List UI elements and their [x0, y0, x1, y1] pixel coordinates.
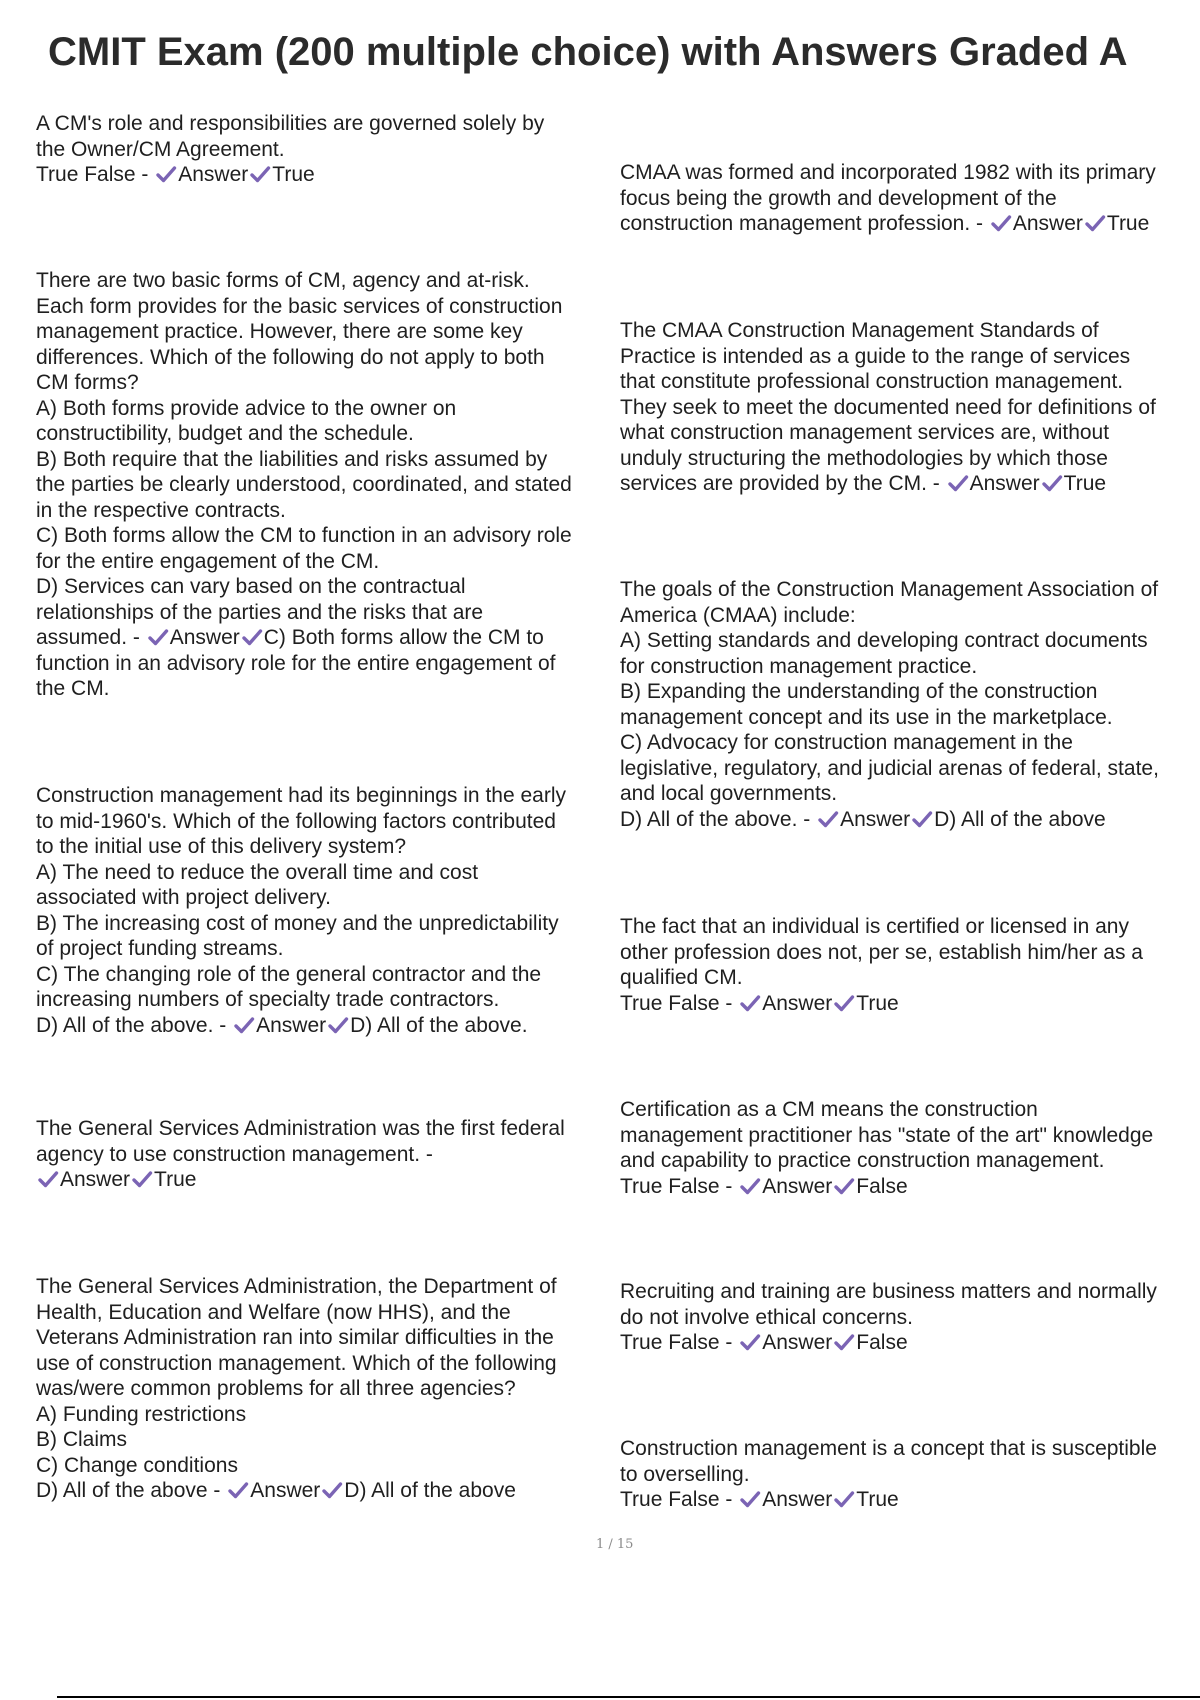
answer-value: D) All of the above: [344, 1479, 516, 1502]
answer-label: Answer: [762, 991, 833, 1015]
question-text-line: to mid-1960's. Which of the following factors contributed: [36, 809, 556, 833]
answer-label: Answer: [256, 1013, 327, 1037]
question-text-line: Construction management is a concept that is susceptible: [620, 1437, 1157, 1460]
answer-value: True: [154, 1168, 197, 1191]
qa-card: [36, 1274, 557, 1504]
check-icon: [817, 809, 839, 829]
question-text-line: B) The increasing cost of money and the unpredictability: [36, 911, 559, 935]
answer-label: Answer: [969, 472, 1040, 495]
answer-prefix: True False -: [620, 991, 739, 1015]
page-title: CMIT Exam (200 multiple choice) with Answers Graded A: [48, 30, 1128, 74]
qa-card: [36, 783, 566, 1038]
question-text-line: Health, Education and Welfare (now HHS), and the: [36, 1300, 511, 1324]
answer-line: [620, 1174, 1153, 1200]
question-text-line: to overselling.: [620, 1462, 750, 1486]
question-text-line: associated with project delivery.: [36, 886, 331, 909]
question-text-line: A) Funding restrictions: [36, 1402, 247, 1426]
question-text-line: and capability to practice construction management.: [620, 1149, 1105, 1172]
question-text-line: There are two basic forms of CM, agency and at-risk.: [36, 269, 530, 292]
question-text-line: America (CMAA) include:: [620, 603, 856, 627]
question-text-line: Practice is intended as a guide to the range of services: [620, 344, 1131, 368]
question-text-line: what construction management services are, without: [620, 421, 1110, 444]
answer-label: Answer: [60, 1168, 131, 1191]
qa-card: [620, 160, 1156, 237]
answer-label: Answer: [762, 1331, 833, 1354]
answer-prefix: True False -: [620, 1174, 739, 1198]
question-text-line: Veterans Administration ran into similar difficulties in the: [36, 1326, 554, 1349]
answer-prefix: True False -: [36, 163, 155, 186]
check-icon: [947, 473, 969, 493]
answer-line: [36, 1013, 566, 1039]
question-text-line: B) Both require that the liabilities and risks assumed by: [36, 447, 548, 471]
question-text-line: A) Setting standards and developing contract documents: [620, 629, 1148, 652]
check-icon: [131, 1169, 153, 1189]
check-icon: [739, 1489, 761, 1509]
question-text-line: in the respective contracts.: [36, 498, 286, 522]
question-text-line: legislative, regulatory, and judicial arenas of federal, state,: [620, 756, 1159, 780]
answer-line: [36, 1167, 565, 1193]
question-text-line: relationships of the parties and the risks that are: [36, 600, 484, 624]
answer-prefix: D) All of the above. -: [620, 807, 817, 831]
question-text-line: other profession does not, per se, establish him/her as a: [620, 940, 1143, 964]
check-icon: [1041, 473, 1063, 493]
answer-value: D) All of the above.: [350, 1013, 528, 1037]
check-icon: [739, 993, 761, 1013]
check-icon: [833, 1332, 855, 1352]
question-text-line: B) Expanding the understanding of the construction: [620, 680, 1098, 703]
qa-card: [620, 1097, 1153, 1199]
answer-value: False: [856, 1331, 908, 1354]
question-text-line: constructibility, budget and the schedule.: [36, 422, 414, 445]
question-text-line: B) Claims: [36, 1428, 128, 1451]
answer-prefix: True False -: [620, 1331, 739, 1354]
answer-line: [620, 471, 1156, 497]
answer-prefix: assumed. -: [36, 626, 146, 649]
qa-card: [620, 318, 1156, 497]
answer-label: Answer: [1012, 212, 1083, 235]
answer-label: Answer: [250, 1479, 321, 1502]
qa-card: [620, 577, 1159, 832]
page-number: 1 / 15: [596, 1537, 634, 1552]
answer-label: Answer: [178, 163, 249, 186]
question-text-line: The General Services Administration, the Department of: [36, 1275, 557, 1298]
answer-label: Answer: [762, 1488, 833, 1511]
qa-card: [36, 1116, 565, 1193]
question-text-line: Construction management had its beginnings in the early: [36, 784, 566, 807]
check-icon: [911, 809, 933, 829]
answer-prefix: construction management profession. -: [620, 212, 989, 235]
question-text-line: do not involve ethical concerns.: [620, 1305, 914, 1329]
check-icon: [241, 627, 263, 647]
answer-value: True: [1063, 472, 1107, 495]
footer-rule: [57, 1696, 1200, 1698]
check-icon: [155, 164, 177, 184]
answer-line: [620, 807, 1159, 833]
answer-value: D) All of the above: [934, 807, 1106, 831]
answer-line: [36, 162, 544, 188]
question-text-line: The goals of the Construction Management Association of: [620, 578, 1159, 601]
question-text-line: Each form provides for the basic services of construction: [36, 294, 563, 318]
answer-prefix: services are provided by the CM. -: [620, 472, 946, 495]
check-icon: [249, 164, 271, 184]
question-text-line: management concept and its use in the marketplace.: [620, 705, 1113, 729]
check-icon: [321, 1480, 343, 1500]
question-text-line: increasing numbers of specialty trade contractors.: [36, 988, 500, 1011]
question-text-line: and local governments.: [620, 782, 838, 805]
question-text-line: qualified CM.: [620, 966, 743, 989]
question-text-line: A) Both forms provide advice to the owner on: [36, 396, 457, 420]
question-text-line: differences. Which of the following do not apply to both: [36, 345, 545, 369]
check-icon: [227, 1480, 249, 1500]
check-icon: [833, 1489, 855, 1509]
question-text-line: management practitioner has "state of the art" knowledge: [620, 1123, 1154, 1147]
question-text-line: management practice. However, there are some key: [36, 320, 523, 343]
answer-value: C) Both forms allow the CM to: [263, 626, 544, 649]
question-text-line: unduly structuring the methodologies by which those: [620, 446, 1108, 470]
qa-card: [620, 1436, 1157, 1513]
answer-line: [620, 1330, 1157, 1356]
answer-value: True: [856, 1488, 899, 1511]
question-text-line: use of construction management. Which of the following: [36, 1351, 557, 1375]
answer-value: True: [1106, 212, 1150, 235]
answer-line: [620, 211, 1156, 237]
check-icon: [990, 213, 1012, 233]
question-text-line: the parties be clearly understood, coordinated, and stated: [36, 473, 572, 496]
answer-line: [36, 625, 572, 651]
answer-continuation-line: the CM.: [36, 677, 110, 700]
qa-card: [620, 1279, 1157, 1356]
qa-card: [620, 914, 1143, 1016]
check-icon: [147, 627, 169, 647]
question-text-line: the Owner/CM Agreement.: [36, 137, 285, 161]
question-text-line: CM forms?: [36, 371, 139, 394]
answer-value: True: [856, 991, 899, 1015]
answer-value: False: [856, 1174, 908, 1198]
qa-card: [36, 111, 544, 188]
question-text-line: agency to use construction management. -: [36, 1142, 433, 1166]
check-icon: [1084, 213, 1106, 233]
question-text-line: of project funding streams.: [36, 937, 284, 960]
check-icon: [37, 1169, 59, 1189]
check-icon: [833, 993, 855, 1013]
answer-label: Answer: [762, 1174, 833, 1198]
answer-label: Answer: [840, 807, 911, 831]
answer-value: True: [272, 163, 315, 186]
answer-prefix: D) All of the above. -: [36, 1013, 233, 1037]
question-text-line: CMAA was formed and incorporated 1982 with its primary: [620, 161, 1156, 184]
question-text-line: for the entire engagement of the CM.: [36, 549, 380, 573]
question-text-line: for construction management practice.: [620, 654, 978, 678]
check-icon: [327, 1015, 349, 1035]
check-icon: [739, 1176, 761, 1196]
question-text-line: focus being the growth and development of the: [620, 186, 1057, 210]
question-text-line: Recruiting and training are business matters and normally: [620, 1280, 1157, 1303]
question-text-line: D) Services can vary based on the contractual: [36, 575, 466, 598]
question-text-line: was/were common problems for all three agencies?: [36, 1377, 516, 1400]
check-icon: [233, 1015, 255, 1035]
question-text-line: A CM's role and responsibilities are governed solely by: [36, 112, 545, 135]
question-text-line: A) The need to reduce the overall time and cost: [36, 860, 479, 884]
question-text-line: They seek to meet the documented need for definitions of: [620, 395, 1156, 419]
qa-card: [36, 268, 572, 702]
question-text-line: C) The changing role of the general contractor and the: [36, 962, 542, 986]
check-icon: [833, 1176, 855, 1196]
question-text-line: C) Change conditions: [36, 1453, 238, 1477]
check-icon: [739, 1332, 761, 1352]
question-text-line: to the initial use of this delivery system?: [36, 835, 407, 858]
answer-line: [620, 1487, 1157, 1513]
question-text-line: Certification as a CM means the construction: [620, 1098, 1038, 1121]
question-text-line: The CMAA Construction Management Standards of: [620, 319, 1099, 342]
question-text-line: that constitute professional construction management.: [620, 370, 1124, 393]
answer-line: [36, 1478, 557, 1504]
answer-continuation-line: function in an advisory role for the entire engagement of: [36, 651, 556, 675]
question-text-line: C) Both forms allow the CM to function in an advisory role: [36, 524, 572, 547]
question-text-line: The fact that an individual is certified or licensed in any: [620, 915, 1129, 938]
answer-prefix: D) All of the above -: [36, 1479, 227, 1502]
question-text-line: C) Advocacy for construction management in the: [620, 731, 1073, 754]
answer-line: [620, 991, 1143, 1017]
answer-label: Answer: [169, 626, 240, 649]
answer-prefix: True False -: [620, 1488, 739, 1511]
question-text-line: The General Services Administration was the first federal: [36, 1117, 565, 1140]
